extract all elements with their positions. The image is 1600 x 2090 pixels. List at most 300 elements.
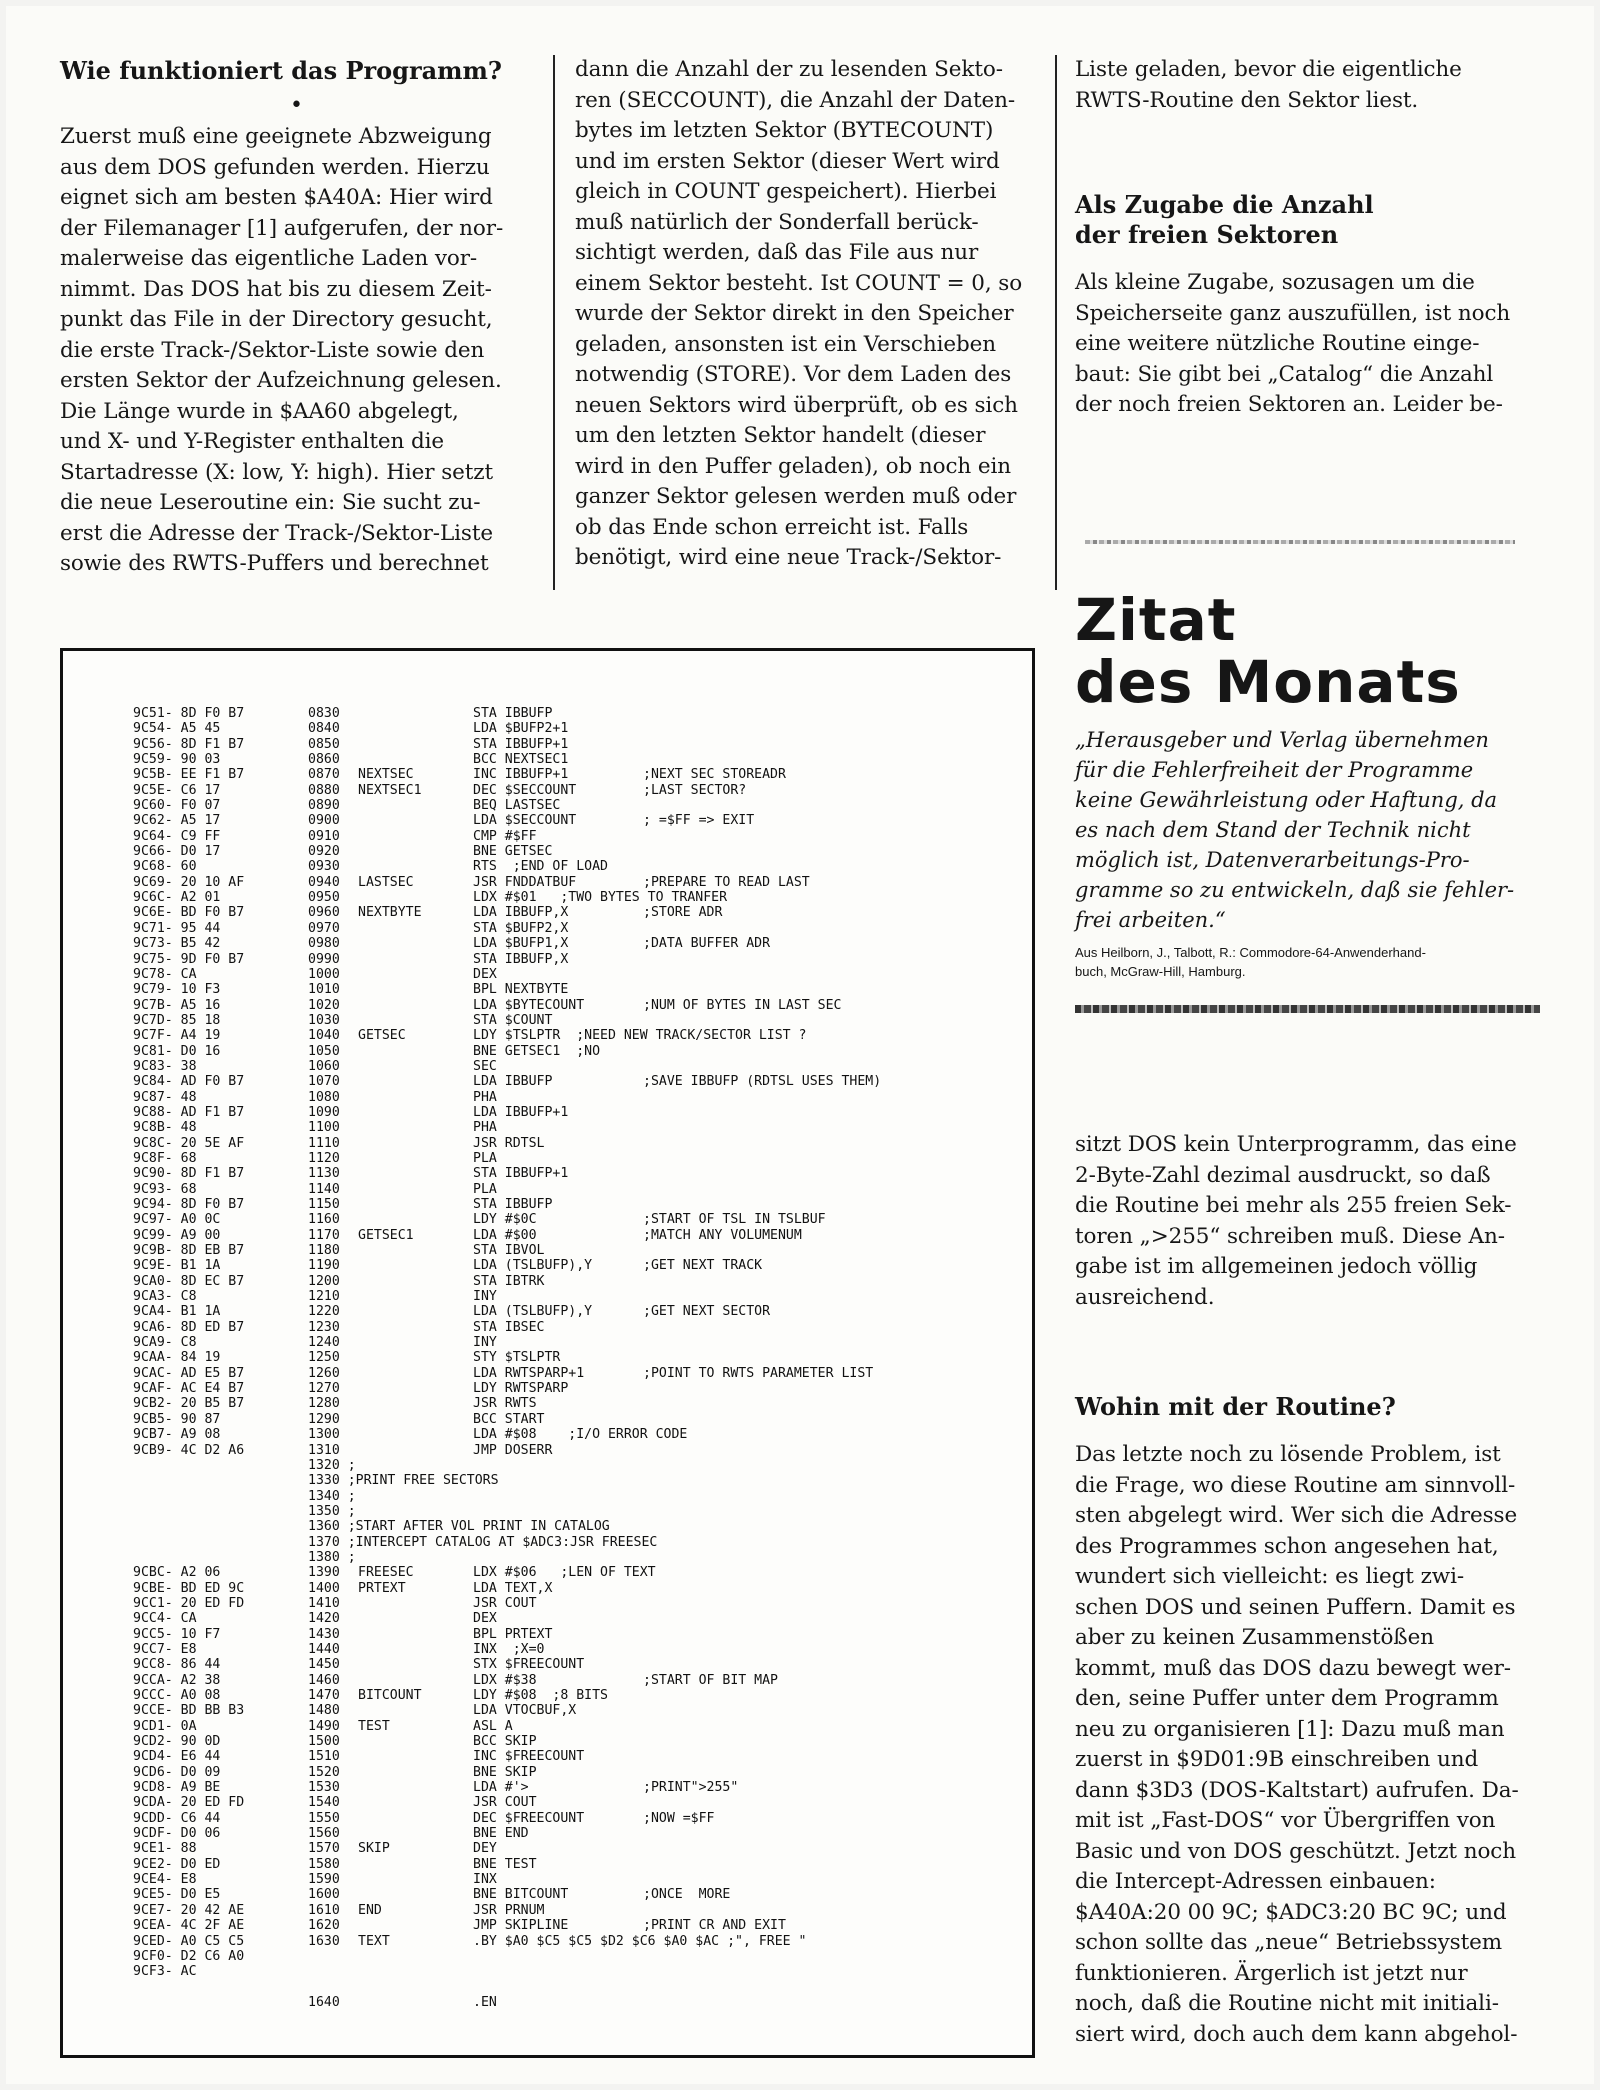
- listing-line-number: 1430: [308, 1626, 340, 1642]
- quote-source: [1075, 943, 1555, 981]
- code-listing-box: [60, 648, 1035, 2058]
- listing-instruction: JSR RDTSL: [473, 1135, 545, 1151]
- listing-line-number: 1010: [308, 982, 340, 998]
- listing-line-number: 1090: [308, 1104, 340, 1120]
- listing-line-number: 1250: [308, 1350, 340, 1366]
- listing-comment-line: 1380 ;: [308, 1549, 356, 1565]
- listing-instruction: LDX #$01 ;TWO BYTES TO TRANFER: [473, 890, 728, 906]
- text-line: sitzt DOS kein Unterprogramm, das eine: [1075, 1132, 1517, 1157]
- text-line: aber zu keinen Zusammenstößen: [1075, 1625, 1434, 1650]
- listing-label: FREESEC: [358, 1565, 414, 1581]
- listing-address: 9C8B- 48: [133, 1120, 197, 1136]
- listing-address: 9C83- 38: [133, 1058, 197, 1074]
- listing-address: 9C7D- 85 18: [133, 1012, 221, 1028]
- text-line: die neue Leseroutine ein: Sie sucht zu-: [60, 490, 481, 515]
- listing-comment: ;PRINT">255": [643, 1780, 739, 1796]
- text-line: 2-Byte-Zahl dezimal ausdruckt, so daß: [1075, 1162, 1491, 1188]
- heading-line: der freien Sektoren: [1075, 220, 1339, 249]
- body-text: [575, 55, 1045, 574]
- quote-line: gramme so zu entwickeln, daß sie fehler-: [1075, 878, 1515, 902]
- listing-instruction: BNE TEST: [473, 1856, 537, 1872]
- listing-line-number: 1600: [308, 1887, 340, 1903]
- listing-line-number: 1000: [308, 966, 340, 982]
- listing-address: 9C87- 48: [133, 1089, 197, 1105]
- listing-line-number: 1630: [308, 1933, 340, 1949]
- listing-comment-line: 1340 ;: [308, 1488, 356, 1504]
- listing-address: 9C93- 68: [133, 1181, 197, 1197]
- text-line: punkt das File in der Directory gesucht,: [60, 307, 493, 332]
- text-line: gabe ist im allgemeinen jedoch völlig: [1075, 1254, 1478, 1279]
- listing-address: 9CED- A0 C5 C5: [133, 1933, 245, 1949]
- text-line: kommt, muß das DOS dazu bewegt wer-: [1075, 1655, 1511, 1681]
- listing-address: 9C54- A5 45: [133, 721, 221, 737]
- listing-line-number: 0850: [308, 736, 340, 752]
- quote-line: für die Fehlerfreiheit der Programme: [1075, 758, 1474, 782]
- listing-address: 9CE5- D0 E5: [133, 1887, 221, 1903]
- listing-address: 9CB5- 90 87: [133, 1411, 221, 1427]
- listing-address: 9CB7- A9 08: [133, 1427, 221, 1443]
- listing-comment: ;POINT TO RWTS PARAMETER LIST: [643, 1365, 874, 1381]
- text-line: $A40A:20 00 9C; $ADC3:20 BC 9C; und: [1075, 1899, 1507, 1925]
- listing-label: TEST: [358, 1718, 390, 1734]
- listing-address: 9C59- 90 03: [133, 752, 221, 768]
- listing-address: 9CA0- 8D EC B7: [133, 1273, 245, 1289]
- listing-instruction: LDA RWTSPARP+1: [473, 1365, 585, 1381]
- text-line: neuen Sektors wird überprüft, ob es sich: [575, 392, 1018, 418]
- text-line: geladen, ansonsten ist ein Verschieben: [575, 331, 997, 357]
- text-line: Basic und von DOS geschützt. Jetzt noch: [1075, 1838, 1516, 1864]
- text-line: die Intercept-Adressen einbauen:: [1075, 1869, 1436, 1894]
- text-line: um den letzten Sektor handelt (dieser: [575, 423, 986, 448]
- listing-address: 9C56- 8D F1 B7: [133, 736, 245, 752]
- listing-line-number: 1520: [308, 1764, 340, 1780]
- listing-line-number: 1410: [308, 1595, 340, 1611]
- text-line: wird in den Puffer geladen), ob noch ein: [575, 453, 1012, 479]
- text-line: malerweise das eigentliche Laden vor-: [60, 246, 478, 271]
- listing-address: 9CC8- 86 44: [133, 1657, 221, 1673]
- listing-instruction: STX $FREECOUNT: [473, 1657, 585, 1673]
- listing-instruction: PLA: [473, 1181, 497, 1197]
- listing-line-number: 1020: [308, 997, 340, 1013]
- listing-line-number: 1310: [308, 1442, 340, 1458]
- listing-address: 9CE1- 88: [133, 1841, 197, 1857]
- listing-address: 9C8F- 68: [133, 1150, 197, 1166]
- text-line: und X- und Y-Register enthalten die: [60, 429, 445, 454]
- listing-line-number: 0900: [308, 813, 340, 829]
- listing-line-number: 1500: [308, 1734, 340, 1750]
- listing-address: 9CC1- 20 ED FD: [133, 1595, 245, 1611]
- text-line: Zuerst muß eine geeignete Abzweigung: [60, 124, 492, 149]
- text-line: Als kleine Zugabe, sozusagen um die: [1075, 270, 1475, 295]
- column-rule: [1055, 55, 1057, 590]
- listing-instruction: DEC $FREECOUNT: [473, 1810, 585, 1826]
- listing-line-number: 0890: [308, 798, 340, 814]
- listing-comment: ;NUM OF BYTES IN LAST SEC: [643, 997, 842, 1013]
- listing-address: 9C90- 8D F1 B7: [133, 1166, 245, 1182]
- listing-address: 9C78- CA: [133, 966, 197, 982]
- quote-text: [1075, 725, 1555, 935]
- listing-line-number: 0950: [308, 890, 340, 906]
- listing-line-number: 1620: [308, 1918, 340, 1934]
- listing-instruction: LDY RWTSPARP: [473, 1381, 569, 1397]
- text-line: wurde der Sektor direkt in den Speicher: [575, 301, 1014, 326]
- listing-instruction: BCC START: [473, 1411, 545, 1427]
- listing-instruction: JSR FNDDATBUF: [473, 874, 577, 890]
- listing-instruction: RTS ;END OF LOAD: [473, 859, 608, 875]
- text-line: gleich in COUNT gespeichert). Hierbei: [575, 179, 997, 204]
- listing-address: 9CC5- 10 F7: [133, 1626, 221, 1642]
- listing-label: BITCOUNT: [358, 1688, 422, 1703]
- listing-address: 9CE2- D0 ED: [133, 1856, 221, 1872]
- listing-comment-line: 1370 ;INTERCEPT CATALOG AT $ADC3:JSR FREESEC: [308, 1534, 658, 1550]
- listing-comment: ;STORE ADR: [643, 905, 723, 921]
- listing-instruction: PHA: [473, 1120, 497, 1136]
- listing-address: 9CB2- 20 B5 B7: [133, 1396, 245, 1412]
- listing-line-number: 0840: [308, 721, 340, 737]
- quote-line: frei arbeiten.“: [1075, 908, 1226, 932]
- listing-comment-line: 1330 ;PRINT FREE SECTORS: [308, 1473, 499, 1489]
- text-line: Das letzte noch zu lösende Problem, ist: [1075, 1442, 1501, 1467]
- listing-line-number: 0970: [308, 920, 340, 936]
- listing-instruction: DEY: [473, 1841, 497, 1857]
- listing-line-number: 1050: [308, 1043, 340, 1059]
- listing-address: 9CB9- 4C D2 A6: [133, 1442, 245, 1458]
- text-line: und im ersten Sektor (dieser Wert wird: [575, 148, 1000, 174]
- listing-line-number: 1240: [308, 1335, 340, 1351]
- listing-address: 9CEA- 4C 2F AE: [133, 1918, 245, 1934]
- listing-instruction: JSR RWTS: [473, 1396, 537, 1412]
- listing-instruction: LDY #$0C: [473, 1212, 537, 1228]
- listing-address: 9CF3- AC: [133, 1964, 197, 1980]
- listing-instruction: BEQ LASTSEC: [473, 798, 561, 814]
- listing-line-number: 0880: [308, 782, 340, 798]
- listing-instruction: LDA IBBUFP,X: [473, 905, 569, 921]
- listing-address: 9CBC- A2 06: [133, 1565, 221, 1581]
- listing-address: 9CC4- CA: [133, 1611, 197, 1627]
- listing-address: 9C97- A0 0C: [133, 1212, 221, 1228]
- listing-instruction: JSR COUT: [473, 1595, 537, 1611]
- listing-instruction: LDA #'>: [473, 1780, 529, 1796]
- listing-instruction: INC $FREECOUNT: [473, 1749, 585, 1765]
- listing-address: 9C68- 60: [133, 859, 197, 875]
- listing-instruction: INX ;X=0: [473, 1641, 545, 1657]
- listing-address: 9CDD- C6 44: [133, 1810, 221, 1826]
- listing-instruction: DEX: [473, 966, 497, 982]
- listing-line-number: 0940: [308, 874, 340, 890]
- listing-address: 9CD4- E6 44: [133, 1749, 221, 1765]
- text-line: dann die Anzahl der zu lesenden Sekto-: [575, 57, 1003, 82]
- listing-address: 9CD1- 0A: [133, 1718, 197, 1734]
- listing-address: 9C5B- EE F1 B7: [133, 767, 245, 783]
- listing-instruction: INC IBBUFP+1: [473, 767, 569, 783]
- listing-comment: ; =$FF => EXIT: [643, 813, 755, 829]
- listing-address: 9CAF- AC E4 B7: [133, 1381, 245, 1397]
- listing-instruction: LDA #$08 ;I/O ERROR CODE: [473, 1427, 688, 1443]
- listing-line-number: 1150: [308, 1197, 340, 1212]
- listing-line-number: 1390: [308, 1565, 340, 1581]
- listing-line-number: 1110: [308, 1135, 340, 1151]
- listing-comment: ;START OF TSL IN TSLBUF: [643, 1212, 826, 1228]
- listing-instruction: .BY $A0 $C5 $C5 $D2 $C6 $A0 $AC ;", FREE ": [473, 1933, 807, 1949]
- listing-instruction: BPL PRTEXT: [473, 1626, 553, 1642]
- listing-instruction: LDA IBBUFP+1: [473, 1104, 569, 1120]
- quote-line: möglich ist, Datenverarbeitungs-Pro-: [1075, 848, 1470, 872]
- column-rule: [553, 55, 555, 590]
- listing-label: NEXTSEC: [358, 767, 414, 783]
- listing-instruction: DEX: [473, 1611, 497, 1627]
- listing-line-number: 1400: [308, 1580, 340, 1596]
- text-line: die Frage, wo diese Routine am sinnvoll-: [1075, 1472, 1516, 1498]
- listing-line-number: 1220: [308, 1304, 340, 1320]
- listing-line-number: 1640: [308, 1994, 340, 2010]
- listing-line-number: 1180: [308, 1243, 340, 1259]
- listing-label: TEXT: [358, 1933, 390, 1949]
- text-line: eignet sich am besten $A40A: Hier wird: [60, 185, 493, 210]
- listing-address: 9CC7- E8: [133, 1641, 197, 1657]
- listing-instruction: JMP DOSERR: [473, 1442, 553, 1458]
- listing-instruction: LDA $BUFP2+1: [473, 721, 569, 737]
- listing-address: 9CDA- 20 ED FD: [133, 1795, 245, 1811]
- listing-instruction: BCC SKIP: [473, 1734, 537, 1750]
- zitat-title-line-2: des Monats: [1075, 648, 1461, 716]
- listing-instruction: INX: [473, 1872, 497, 1888]
- listing-line-number: 1230: [308, 1319, 340, 1335]
- listing-address: 9CDF- D0 06: [133, 1826, 221, 1842]
- listing-line-number: 1200: [308, 1273, 340, 1289]
- listing-instruction: BCC NEXTSEC1: [473, 752, 569, 768]
- listing-address: 9C62- A5 17: [133, 813, 221, 829]
- zitat-title-line-1: Zitat: [1075, 586, 1237, 654]
- listing-instruction: STA IBBUFP,X: [473, 951, 569, 967]
- section-heading: Wie funktioniert das Programm?: [60, 56, 502, 85]
- listing-instruction: LDA (TSLBUFP),Y: [473, 1304, 593, 1320]
- listing-address: 9CA3- C8: [133, 1289, 197, 1305]
- listing-label: NEXTSEC1: [358, 782, 422, 798]
- listing-instruction: CMP #$FF: [473, 828, 537, 844]
- listing-line-number: 1070: [308, 1074, 340, 1090]
- listing-line-number: 1570: [308, 1841, 340, 1857]
- listing-line-number: 1450: [308, 1657, 340, 1673]
- listing-address: 9C6C- A2 01: [133, 890, 221, 906]
- listing-address: 9C99- A9 00: [133, 1227, 221, 1243]
- listing-label: PRTEXT: [358, 1580, 406, 1596]
- listing-line-number: 1280: [308, 1396, 340, 1412]
- listing-line-number: 1160: [308, 1212, 340, 1228]
- listing-comment: ;NEXT SEC STOREADR: [643, 767, 786, 783]
- listing-line-number: 1470: [308, 1688, 340, 1703]
- listing-line-number: 1420: [308, 1611, 340, 1627]
- text-line: nimmt. Das DOS hat bis zu diesem Zeit-: [60, 276, 492, 302]
- listing-label: GETSEC: [358, 1028, 406, 1044]
- listing-address: 9CCC- A0 08: [133, 1688, 221, 1703]
- listing-address: 9C69- 20 10 AF: [133, 874, 245, 890]
- listing-line-number: 1140: [308, 1181, 340, 1197]
- listing-instruction: LDA TEXT,X: [473, 1580, 553, 1596]
- listing-address: 9CF0- D2 C6 A0: [133, 1948, 245, 1964]
- listing-address: 9CCA- A2 38: [133, 1672, 221, 1688]
- text-line: ausreichend.: [1075, 1284, 1215, 1310]
- listing-address: 9CA9- C8: [133, 1335, 197, 1351]
- text-line: Die Länge wurde in $AA60 abgelegt,: [60, 398, 459, 424]
- listing-line-number: 1610: [308, 1902, 340, 1918]
- listing-address: 9C71- 95 44: [133, 920, 221, 936]
- listing-line-number: 1130: [308, 1166, 340, 1182]
- listing-address: 9CAC- AD E5 B7: [133, 1365, 245, 1381]
- text-line: ren (SECCOUNT), die Anzahl der Daten-: [575, 87, 1016, 113]
- body-text: [1075, 55, 1555, 116]
- text-line: die erste Track-/Sektor-Liste sowie den: [60, 337, 485, 363]
- listing-line-number: 1580: [308, 1856, 340, 1872]
- text-line: schon sollte das „neue“ Betriebssystem: [1075, 1930, 1503, 1955]
- listing-instruction: LDA $BUFP1,X: [473, 936, 569, 952]
- text-line: Speicherseite ganz auszufüllen, ist noch: [1075, 300, 1511, 326]
- stray-dot: •: [290, 93, 303, 118]
- listing-address: 9CE4- E8: [133, 1872, 197, 1888]
- listing-comment-line: 1350 ;: [308, 1503, 356, 1519]
- text-line: Liste geladen, bevor die eigentliche: [1075, 57, 1462, 82]
- listing-line-number: 1460: [308, 1672, 340, 1688]
- text-line: siert wird, doch auch dem kann abgehol-: [1075, 2021, 1518, 2047]
- section-heading: [1075, 190, 1555, 250]
- text-line: dann $3D3 (DOS-Kaltstart) aufrufen. Da-: [1075, 1777, 1519, 1803]
- right-column-bottom: [1075, 1130, 1555, 2050]
- source-line: buch, McGraw-Hill, Hamburg.: [1075, 964, 1246, 979]
- listing-address: 9C7B- A5 16: [133, 997, 221, 1013]
- text-line: neu zu organisieren [1]: Dazu muß man: [1075, 1716, 1505, 1742]
- listing-comment: ;GET NEXT TRACK: [643, 1258, 763, 1274]
- listing-line-number: 1190: [308, 1258, 340, 1274]
- listing-instruction: LDX #$06 ;LEN OF TEXT: [473, 1565, 656, 1581]
- listing-label: NEXTBYTE: [358, 905, 422, 921]
- left-column: [60, 55, 550, 580]
- text-line: eine weitere nützliche Routine einge-: [1075, 331, 1480, 356]
- listing-instruction: SEC: [473, 1058, 497, 1074]
- listing-comment: ;LAST SECTOR?: [643, 782, 747, 798]
- listing-line-number: 0830: [308, 706, 340, 721]
- text-line: mit ist „Fast-DOS“ vor Übergriffen von: [1075, 1808, 1496, 1833]
- listing-label: SKIP: [358, 1841, 390, 1857]
- listing-instruction: BNE GETSEC: [473, 844, 553, 860]
- listing-line-number: 1210: [308, 1289, 340, 1305]
- listing-instruction: INY: [473, 1335, 497, 1351]
- listing-address: 9C51- 8D F0 B7: [133, 706, 245, 721]
- listing-line-number: 1300: [308, 1427, 340, 1443]
- listing-comment: ;DATA BUFFER ADR: [643, 936, 771, 952]
- listing-comment: ;MATCH ANY VOLUMENUM: [643, 1227, 802, 1243]
- listing-instruction: STA IBTRK: [473, 1273, 545, 1289]
- listing-instruction: STA IBBUFP: [473, 706, 553, 721]
- listing-address: 9CCE- BD BB B3: [133, 1703, 245, 1719]
- listing-instruction: JSR COUT: [473, 1795, 537, 1811]
- listing-instruction: STA IBBUFP+1: [473, 1166, 569, 1182]
- listing-line-number: 0960: [308, 905, 340, 921]
- listing-address: 9C60- F0 07: [133, 798, 221, 814]
- listing-address: 9CA4- B1 1A: [133, 1304, 221, 1320]
- listing-line-number: 1290: [308, 1411, 340, 1427]
- listing-instruction: STA $BUFP2,X: [473, 920, 569, 936]
- listing-instruction: LDX #$38: [473, 1672, 537, 1688]
- listing-comment: ;SAVE IBBUFP (RDTSL USES THEM): [643, 1074, 882, 1090]
- listing-label: GETSEC1: [358, 1227, 414, 1243]
- body-text: [1075, 1130, 1555, 1313]
- listing-address: 9CBE- BD ED 9C: [133, 1580, 245, 1596]
- text-line: notwendig (STORE). Vor dem Laden des: [575, 362, 1012, 387]
- text-line: aus dem DOS gefunden werden. Hierzu: [60, 154, 490, 180]
- text-line: der Filemanager [1] aufgerufen, der nor-: [60, 215, 504, 241]
- text-line: ersten Sektor der Aufzeichnung gelesen.: [60, 368, 502, 393]
- middle-column: [575, 55, 1045, 574]
- listing-line-number: 1440: [308, 1641, 340, 1657]
- listing-line-number: 1530: [308, 1780, 340, 1796]
- listing-instruction: BNE END: [473, 1826, 529, 1842]
- listing-instruction: JMP SKIPLINE: [473, 1918, 569, 1934]
- listing-line-number: 0990: [308, 951, 340, 967]
- listing-line-number: 1170: [308, 1227, 340, 1243]
- listing-instruction: STY $TSLPTR: [473, 1350, 561, 1366]
- text-line: ob das Ende schon erreicht ist. Falls: [575, 514, 969, 540]
- heading-line: Als Zugabe die Anzahl: [1075, 190, 1374, 219]
- text-line: benötigt, wird eine neue Track-/Sektor-: [575, 545, 1002, 570]
- divider: [1075, 1005, 1540, 1013]
- listing-instruction: LDA (TSLBUFP),Y: [473, 1258, 593, 1274]
- section-heading: Wohin mit der Routine?: [1075, 1392, 1396, 1421]
- quote-line: es nach dem Stand der Technik nicht: [1075, 818, 1471, 842]
- listing-line-number: 1480: [308, 1703, 340, 1719]
- text-line: toren „>255“ schreiben muß. Diese An-: [1075, 1223, 1505, 1249]
- listing-instruction: INY: [473, 1289, 497, 1305]
- body-text: [60, 122, 550, 580]
- text-line: noch, daß die Routine nicht mit initiali-: [1075, 1991, 1499, 2016]
- listing-address: 9C8C- 20 5E AF: [133, 1135, 245, 1151]
- text-line: der noch freien Sektoren an. Leider be-: [1075, 392, 1503, 417]
- listing-label: END: [358, 1902, 382, 1918]
- listing-instruction: BNE GETSEC1 ;NO: [473, 1043, 601, 1059]
- listing-line-number: 1560: [308, 1826, 340, 1842]
- listing-address: 9C88- AD F1 B7: [133, 1104, 245, 1120]
- listing-instruction: STA $COUNT: [473, 1012, 553, 1028]
- listing-address: 9CD6- D0 09: [133, 1764, 221, 1780]
- listing-instruction: JSR PRNUM: [473, 1902, 545, 1918]
- listing-instruction: LDA VTOCBUF,X: [473, 1703, 577, 1719]
- listing-line-number: 0910: [308, 828, 340, 844]
- listing-comment: ;GET NEXT SECTOR: [643, 1304, 771, 1320]
- text-line: zuerst in $9D01:9B einschreiben und: [1075, 1747, 1479, 1772]
- quote-line: „Herausgeber und Verlag übernehmen: [1075, 728, 1489, 752]
- listing-comment: ;START OF BIT MAP: [643, 1672, 778, 1688]
- listing-line-number: 0980: [308, 936, 340, 952]
- body-text: [1075, 268, 1555, 421]
- listing-address: 9CD2- 90 0D: [133, 1734, 221, 1750]
- text-line: RWTS-Routine den Sektor liest.: [1075, 87, 1419, 113]
- listing-line-number: 1100: [308, 1120, 340, 1136]
- listing-comment: ;PRINT CR AND EXIT: [643, 1918, 786, 1934]
- listing-address: 9C66- D0 17: [133, 844, 221, 860]
- listing-address: 9C64- C9 FF: [133, 828, 221, 844]
- text-line: einem Sektor besteht. Ist COUNT = 0, so: [575, 270, 1023, 296]
- listing-line-number: 1510: [308, 1749, 340, 1765]
- source-line: Aus Heilborn, J., Talbott, R.: Commodore-64-Anwenderhand-: [1075, 945, 1426, 960]
- listing-instruction: BPL NEXTBYTE: [473, 982, 569, 998]
- listing-line-number: 1590: [308, 1872, 340, 1888]
- listing-instruction: LDY #$08 ;8 BITS: [473, 1688, 608, 1703]
- listing-address: 9C7F- A4 19: [133, 1028, 221, 1044]
- listing-instruction: PHA: [473, 1089, 497, 1105]
- listing-instruction: BNE BITCOUNT: [473, 1887, 569, 1903]
- listing-line-number: 1260: [308, 1365, 340, 1381]
- listing-instruction: LDA $BYTECOUNT: [473, 997, 585, 1013]
- listing-address: 9C6E- BD F0 B7: [133, 905, 245, 921]
- listing-comment: ;NOW =$FF: [643, 1810, 715, 1826]
